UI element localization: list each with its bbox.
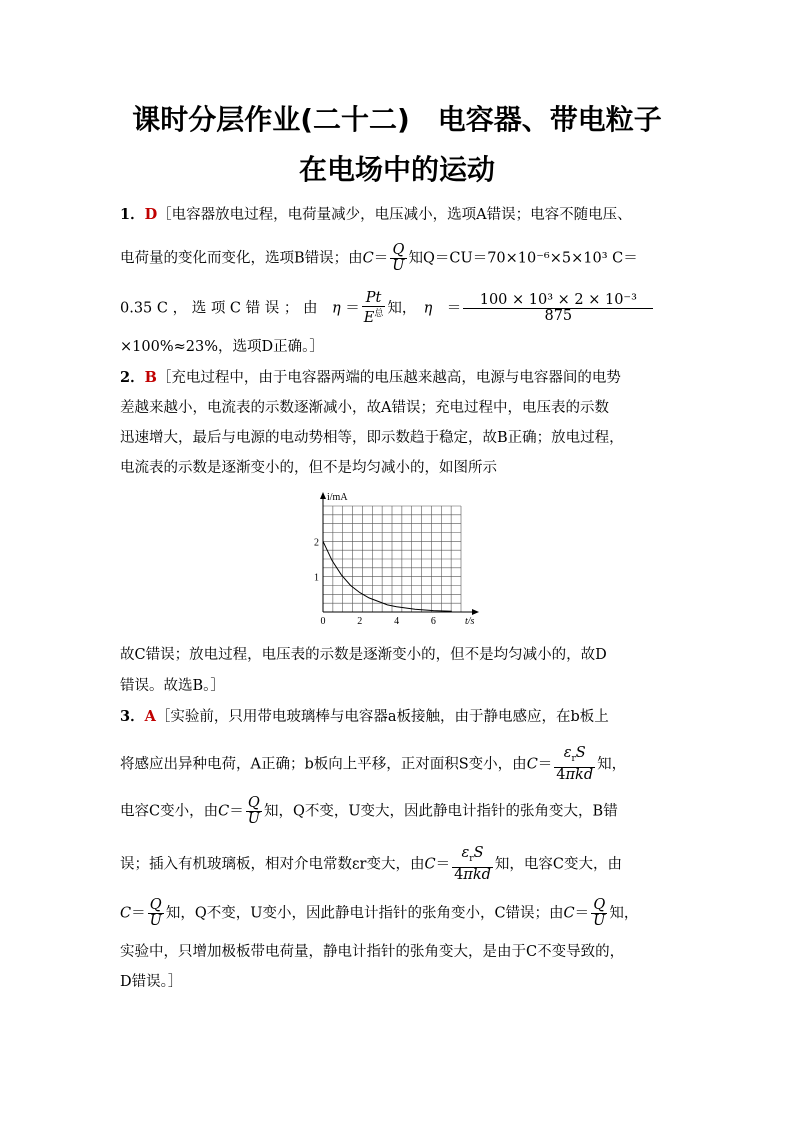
fraction-pt-over-e: $\frac{Pt}{E^总}$ [363, 290, 384, 326]
fraction-efficiency: $\frac{\text{100 × 10³ × 2 × 10⁻³}}{875}$ [463, 293, 653, 324]
q1-line-2: 电荷量的变化而变化，选项B错误；由C＝ $\frac{Q}{U}$ 知Q＝CU＝70×10⁻⁶×5×10³ C＝ [120, 242, 638, 274]
x-tick-label: 2 [357, 616, 363, 627]
page-title-line-1: 课时分层作业(二十二) 电容器、带电粒子 [132, 103, 662, 136]
q3-line-2: 将感应出异种电荷，A正确；b板向上平移，正对面积S变小，由C＝ $\frac{\varepsilon_rS}{\text{4πkd}}$ 知， [120, 745, 627, 783]
q3-line-6: 实验中，只增加极板带电荷量，静电计指针的张角变大，是由于C不变导致的， [120, 944, 625, 960]
q1-line-3: 0.35 C ， 选 项 C 错 误 ； 由 η ＝ $\frac{Pt}{E^总}$ 知， η ＝ $\frac{\text{100 × 10³ × 2 × 10⁻³}}{875}$ [120, 291, 680, 326]
q1-answer: D [144, 206, 158, 223]
q3-answer: A [144, 708, 156, 725]
fraction-q-over-u: $\frac{Q}{U}$ [392, 242, 405, 274]
x-axis-label: t/s [465, 616, 475, 627]
x-tick-label: 0 [320, 616, 326, 627]
fraction-capacitance: $\frac{\varepsilon_rS}{\text{4πkd}}$ [556, 745, 594, 783]
q3-line-3: 电容C变小，由C＝ $\frac{Q}{U}$ 知，Q不变，U变大，因此静电计指针的张角变大，B错 [120, 795, 618, 827]
page-title-line-2: 在电场中的运动 [298, 153, 495, 186]
x-tick-label: 4 [394, 616, 400, 627]
q3-line-5: C＝ $\frac{Q}{U}$ 知，Q不变，U变小，因此静电计指针的张角变小，C错误；由C＝ $\frac{Q}{U}$ 知， [120, 897, 639, 929]
y-axis-arrow [320, 492, 326, 499]
q2-line-3: 迅速增大，最后与电源的电动势相等，即示数趋于稳定，故B正确；放电过程， [120, 430, 624, 446]
q2-answer: B [144, 369, 157, 386]
fraction-q-over-u: $\frac{Q}{U}$ [247, 795, 260, 827]
q1-line-4: ×100%≈23%，选项D正确。］ [120, 339, 324, 355]
series-line [323, 541, 452, 611]
fraction-capacitance: $\frac{\varepsilon_rS}{\text{4πkd}}$ [454, 845, 491, 883]
y-axis-label: i/mA [327, 492, 348, 503]
q3-line-4: 误；插入有机玻璃板，相对介电常数εr变大，由C＝ $\frac{\varepsilon_rS}{\text{4πkd}}$ 知，电容C变大，由 [120, 845, 622, 883]
q1-number: 1． [120, 206, 145, 223]
q2-line-4: 电流表的示数是逐渐变小的，但不是均匀减小的，如图所示 [120, 460, 497, 476]
fraction-q-over-u: $\frac{Q}{U}$ [149, 897, 162, 929]
q2-line-1: 2．B［充电过程中，由于电容器两端的电压越来越高，电源与电容器间的电势 [120, 369, 621, 386]
x-tick-label: 6 [430, 616, 436, 627]
q3-line-7: D错误。］ [120, 974, 183, 990]
q2-line-5: 故C错误；放电过程，电压表的示数是逐渐变小的，但不是均匀减小的，故D [120, 647, 607, 663]
x-axis-arrow [472, 609, 479, 615]
y-tick-label: 2 [314, 537, 319, 549]
q2-line-2: 差越来越小，电流表的示数逐渐减小，故A错误；充电过程中，电压表的示数 [120, 400, 609, 416]
q2-line-6: 错误。故选B。］ [120, 678, 225, 694]
q1-line-1: 1．D［电容器放电过程，电荷量减少，电压减小，选项A错误；电容不随电压、 [120, 206, 632, 223]
current-time-chart [305, 490, 490, 635]
q2-number: 2． [120, 369, 145, 386]
q3-line-1: 3．A［实验前，只用带电玻璃棒与电容器a板接触，由于静电感应，在b板上 [120, 708, 609, 725]
fraction-q-over-u: $\frac{Q}{U}$ [593, 897, 606, 929]
y-tick-label: 1 [314, 572, 319, 584]
q3-number: 3． [120, 708, 145, 725]
